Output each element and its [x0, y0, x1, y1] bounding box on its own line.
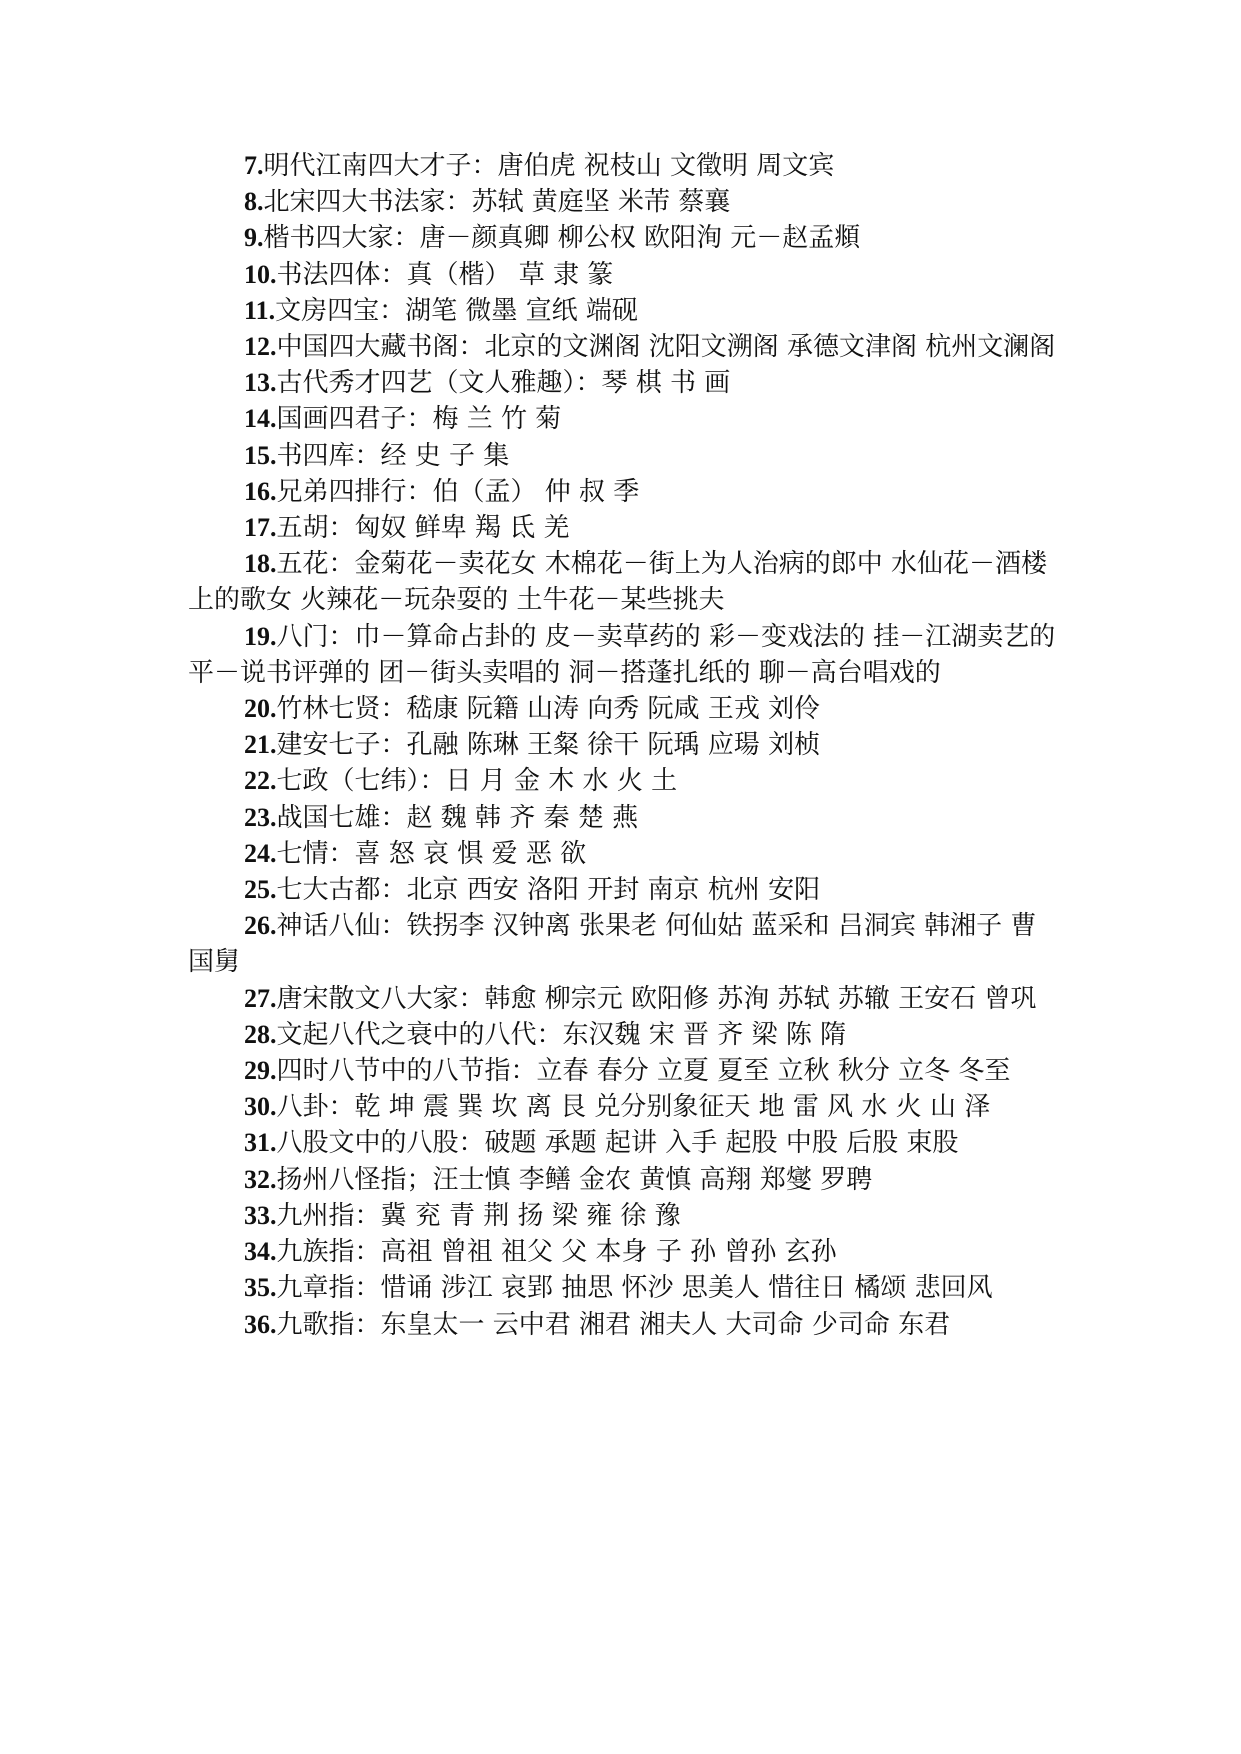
item-text: 扬州八怪指；汪士慎 李鳝 金农 黄慎 高翔 郑燮 罗聘: [276, 1164, 873, 1195]
item-number: 35.: [244, 1273, 277, 1303]
list-item: [188, 908, 1058, 980]
item-text: 唐宋散文八大家：韩愈 柳宗元 欧阳修 苏洵 苏轼 苏辙 王安石 曾巩: [276, 983, 1037, 1014]
item-text: 八门：巾－算命占卦的 皮－卖草药的 彩－变戏法的 挂－江湖卖艺的 平－说书评弹的 团－街头卖唱的 洞－搭蓬扎纸的 聊－高台唱戏的: [188, 621, 1056, 688]
item-number: 32.: [244, 1164, 277, 1194]
list-item: [188, 1053, 1058, 1089]
item-text: 神话八仙：铁拐李 汉钟离 张果老 何仙姑 蓝采和 吕洞宾 韩湘子 曹国舅: [188, 911, 1037, 978]
item-text: 楷书四大家：唐－颜真卿 柳公权 欧阳洵 元－赵孟頫: [263, 223, 861, 254]
item-text: 文房四宝：湖笔 微墨 宣纸 端砚: [275, 295, 638, 326]
item-number: 16.: [244, 476, 277, 506]
item-number: 9.: [244, 223, 264, 253]
document-page: [188, 148, 1058, 1343]
item-text: 古代秀才四艺（文人雅趣）：琴 棋 书 画: [276, 368, 731, 399]
item-number: 15.: [244, 440, 277, 470]
item-number: 26.: [244, 911, 277, 941]
list-item: [188, 438, 1058, 474]
item-text: 七情：喜 怒 哀 惧 爱 恶 欲: [276, 838, 587, 869]
item-text: 兄弟四排行：伯（孟） 仲 叔 季: [276, 476, 640, 507]
item-number: 17.: [244, 513, 277, 543]
item-text: 文起八代之衰中的八代：东汉魏 宋 晋 齐 梁 陈 隋: [276, 1019, 847, 1050]
item-number: 30.: [244, 1092, 277, 1122]
item-number: 14.: [244, 404, 277, 434]
item-text: 竹林七贤：嵇康 阮籍 山涛 向秀 阮咸 王戎 刘伶: [276, 694, 821, 725]
list-item: [188, 836, 1058, 872]
item-number: 18.: [244, 549, 277, 579]
item-text: 四时八节中的八节指：立春 春分 立夏 夏至 立秋 秋分 立冬 冬至: [276, 1056, 1011, 1087]
item-text: 七政（七纬）：日 月 金 木 水 火 土: [276, 766, 678, 797]
item-number: 36.: [244, 1309, 277, 1339]
item-text: 书法四体：真（楷） 草 隶 篆: [276, 259, 614, 290]
list-item: [188, 257, 1058, 293]
list-item: [188, 220, 1058, 256]
item-number: 25.: [244, 875, 277, 905]
item-number: 23.: [244, 802, 277, 832]
item-text: 书四库：经 史 子 集: [276, 440, 510, 471]
item-text: 九族指：高祖 曾祖 祖父 父 本身 子 孙 曾孙 玄孙: [276, 1237, 837, 1268]
list-item: [188, 1017, 1058, 1053]
list-item: [188, 763, 1058, 799]
item-number: 33.: [244, 1200, 277, 1230]
item-number: 27.: [244, 983, 277, 1013]
list-item: [188, 365, 1058, 401]
item-text: 五胡：匈奴 鲜卑 羯 氐 羌: [276, 513, 570, 544]
list-item: [188, 1089, 1058, 1125]
item-text: 七大古都：北京 西安 洛阳 开封 南京 杭州 安阳: [276, 875, 821, 906]
item-text: 八卦：乾 坤 震 巽 坎 离 艮 兑分别象征天 地 雷 风 水 火 山 泽: [276, 1092, 991, 1123]
item-text: 九歌指：东皇太一 云中君 湘君 湘夫人 大司命 少司命 东君: [276, 1309, 951, 1340]
item-number: 31.: [244, 1128, 277, 1158]
item-text: 九州指：冀 兖 青 荆 扬 梁 雍 徐 豫: [276, 1200, 681, 1231]
list-item: [188, 1198, 1058, 1234]
item-number: 8.: [244, 187, 264, 217]
item-number: 10.: [244, 259, 277, 289]
list-item: [188, 510, 1058, 546]
item-number: 24.: [244, 838, 277, 868]
list-item: [188, 619, 1058, 691]
list-item: [188, 1162, 1058, 1198]
list-item: [188, 800, 1058, 836]
item-text: 八股文中的八股：破题 承题 起讲 入手 起股 中股 后股 束股: [276, 1128, 959, 1159]
list-item: [188, 546, 1058, 618]
list-item: [188, 329, 1058, 365]
list-item: [188, 148, 1058, 184]
list-item: [188, 981, 1058, 1017]
list-item: [188, 872, 1058, 908]
list-item: [188, 474, 1058, 510]
item-text: 明代江南四大才子：唐伯虎 祝枝山 文徵明 周文宾: [263, 151, 835, 181]
item-number: 7.: [244, 151, 264, 180]
list-item: [188, 1125, 1058, 1161]
item-text: 五花：金菊花－卖花女 木棉花－街上为人治病的郎中 水仙花－酒楼上的歌女 火辣花－玩杂耍的 土牛花－某些挑夫: [188, 549, 1048, 616]
item-number: 13.: [244, 368, 277, 398]
item-number: 11.: [244, 295, 276, 325]
list-item: [188, 401, 1058, 437]
item-text: 九章指：惜诵 涉江 哀郢 抽思 怀沙 思美人 惜往日 橘颂 悲回风: [276, 1273, 993, 1304]
list-item: [188, 293, 1058, 329]
item-number: 20.: [244, 694, 277, 724]
list-item: [188, 184, 1058, 220]
list-item: [188, 727, 1058, 763]
list-item: [188, 1270, 1058, 1306]
item-number: 29.: [244, 1056, 277, 1086]
item-text: 建安七子：孔融 陈琳 王粲 徐干 阮瑀 应瑒 刘桢: [276, 730, 821, 761]
item-text: 战国七雄：赵 魏 韩 齐 秦 楚 燕: [276, 802, 639, 833]
list-item: [188, 1234, 1058, 1270]
item-text: 北宋四大书法家：苏轼 黄庭坚 米芾 蔡襄: [263, 187, 731, 218]
item-number: 12.: [244, 332, 277, 362]
list-item: [188, 691, 1058, 727]
item-number: 22.: [244, 766, 277, 796]
item-text: 国画四君子：梅 兰 竹 菊: [276, 404, 562, 435]
item-number: 34.: [244, 1237, 277, 1267]
item-number: 21.: [244, 730, 277, 760]
list-item: [188, 1307, 1058, 1343]
item-number: 28.: [244, 1019, 277, 1049]
item-number: 19.: [244, 621, 277, 651]
item-text: 中国四大藏书阁：北京的文渊阁 沈阳文溯阁 承德文津阁 杭州文澜阁: [276, 332, 1056, 363]
